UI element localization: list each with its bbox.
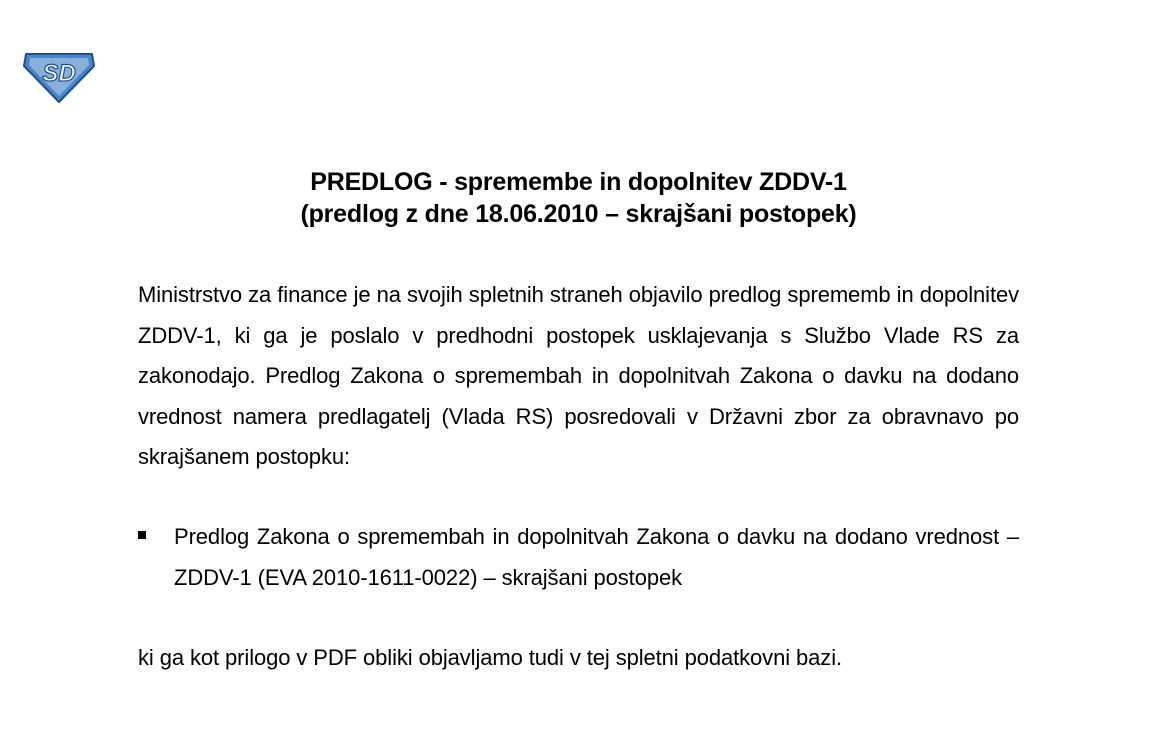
bullet-square-icon — [138, 531, 146, 539]
intro-paragraph: Ministrstvo za finance je na svojih spletnih straneh objavilo predlog sprememb in dopolnitev ZDDV-1, ki ga je poslalo v predhodni postopek usklajevanja s Službo Vlade RS za zakonodajo. Predlog Zakona o spremembah in dopolnitvah Zakona o davku na dodano vrednost namera predlagatelj (Vlada RS) posredovali v Državni zbor za obravnavo po skrajšanem postopku: — [138, 282, 1019, 469]
logo-lettering: SD — [42, 60, 76, 87]
title-line-2: (predlog z dne 18.06.2010 – skrajšani postopek) — [300, 200, 857, 228]
bullet-list-item — [138, 517, 1019, 598]
sd-logo — [22, 50, 96, 104]
closing-paragraph: ki ga kot prilogo v PDF obliki objavljamo tudi v tej spletni podatkovni bazi. — [138, 645, 842, 670]
title-line-1: PREDLOG - spremembe in dopolnitev ZDDV-1 — [310, 168, 847, 196]
sd-logo-icon — [22, 50, 96, 104]
bullet-text: Predlog Zakona o spremembah in dopolnitvah Zakona o davku na dodano vrednost – ZDDV-1 (EVA 2010-1611-0022) – skrajšani postopek — [174, 524, 1019, 590]
document-title — [0, 166, 1157, 230]
